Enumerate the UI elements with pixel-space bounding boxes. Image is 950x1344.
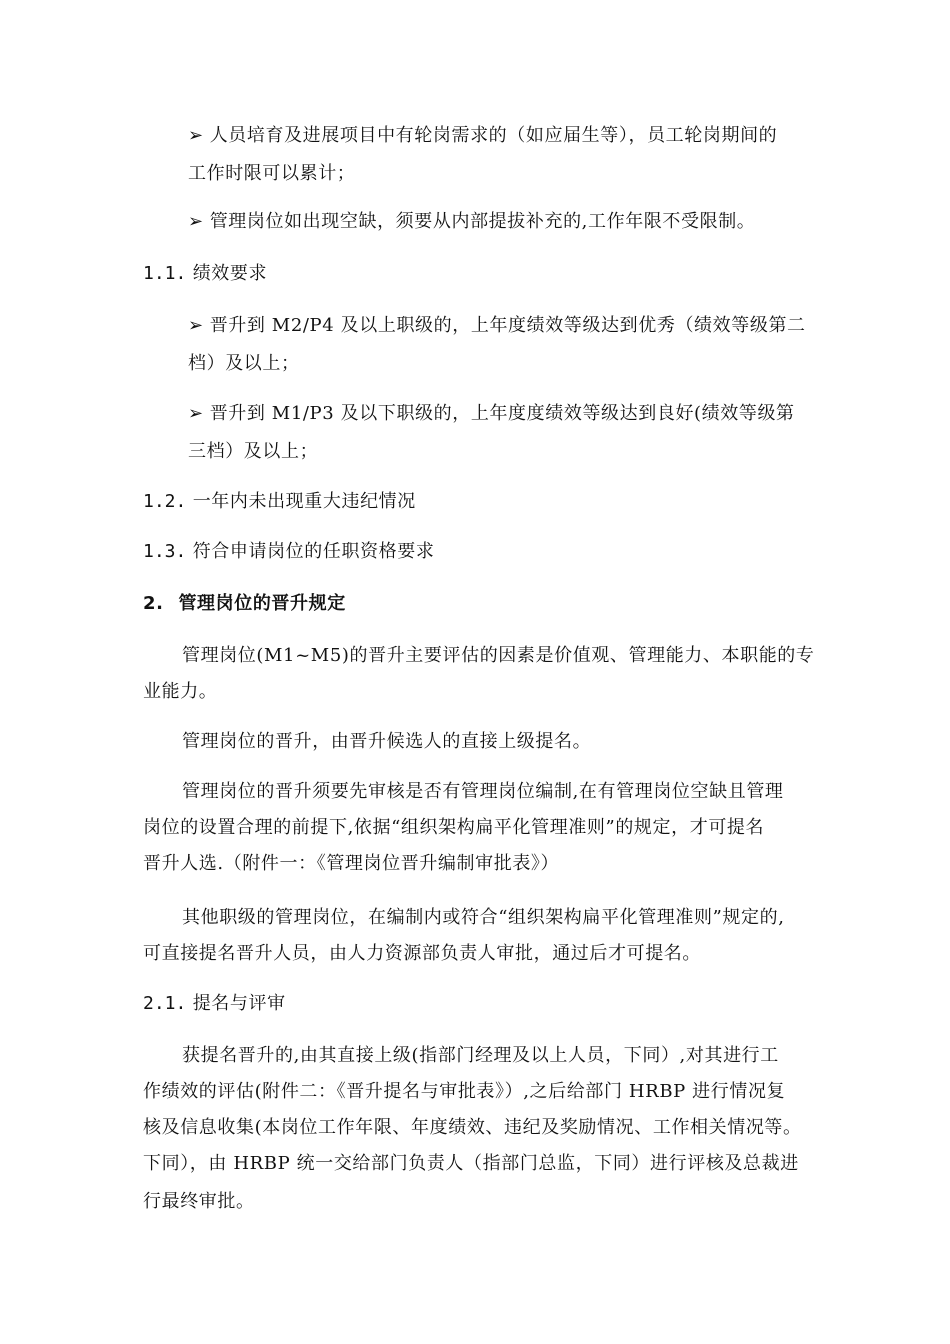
section-heading-1-3 [143, 536, 435, 568]
bullet-item [188, 120, 777, 152]
bullet-text: 管理岗位如出现空缺，须要从内部提拔补充的,工作年限不受限制。 [209, 211, 756, 232]
paragraph-line: 岗位的设置合理的前提下,依据“组织架构扁平化管理准则”的规定，才可提名 [143, 817, 765, 838]
paragraph-line: 管理岗位(M1~M5)的晋升主要评估的因素是价值观、管理能力、本职能的专 [182, 645, 815, 666]
paragraph-line: 管理岗位的晋升，由晋升候选人的直接上级提名。 [182, 731, 592, 752]
bullet-continuation: 工作时限可以累计； [188, 163, 356, 184]
section-title: 管理岗位的晋升规定 [178, 593, 346, 614]
paragraph-line: 作绩效的评估(附件二：《晋升提名与审批表》）,之后给部门 HRBP 进行情况复 [143, 1081, 786, 1102]
section-number: 1.1. [143, 263, 187, 284]
section-title: 一年内未出现重大违纪情况 [192, 491, 416, 512]
arrow-bullet-icon: ➢ [188, 403, 204, 424]
section-heading-1-1 [143, 258, 267, 290]
section-heading-2 [143, 588, 346, 620]
bullet-text: 晋升到 M2/P4 及以上职级的，上年度绩效等级达到优秀（绩效等级第二 [209, 315, 806, 336]
bullet-continuation: 三档）及以上； [188, 441, 319, 462]
arrow-bullet-icon: ➢ [188, 315, 204, 336]
section-title: 符合申请岗位的任职资格要求 [192, 541, 435, 562]
paragraph-line: 管理岗位的晋升须要先审核是否有管理岗位编制,在有管理岗位空缺且管理 [182, 781, 784, 802]
bullet-text: 人员培育及进展项目中有轮岗需求的（如应届生等），员工轮岗期间的 [209, 125, 778, 146]
bullet-text: 晋升到 M1/P3 及以下职级的，上年度度绩效等级达到良好(绩效等级第 [209, 403, 795, 424]
arrow-bullet-icon: ➢ [188, 211, 204, 232]
paragraph-line: 可直接提名晋升人员，由人力资源部负责人审批，通过后才可提名。 [143, 943, 701, 964]
section-title: 提名与评审 [192, 993, 286, 1014]
section-number: 1.2. [143, 491, 187, 512]
paragraph-line: 获提名晋升的,由其直接上级(指部门经理及以上人员，下同）,对其进行工 [182, 1045, 779, 1066]
arrow-bullet-icon: ➢ [188, 125, 204, 146]
bullet-item [188, 310, 806, 342]
paragraph-line: 其他职级的管理岗位，在编制内或符合“组织架构扁平化管理准则”规定的, [182, 907, 785, 928]
paragraph-line: 核及信息收集(本岗位工作年限、年度绩效、违纪及奖励情况、工作相关情况等。 [143, 1117, 802, 1138]
section-number: 2. [143, 593, 164, 614]
paragraph-line: 晋升人选.（附件一：《管理岗位晋升编制审批表》） [143, 853, 560, 874]
section-heading-1-2 [143, 486, 416, 518]
bullet-item [188, 206, 755, 238]
section-number: 1.3. [143, 541, 187, 562]
paragraph-line: 业能力。 [143, 681, 218, 702]
section-heading-2-1 [143, 988, 286, 1020]
section-number: 2.1. [143, 993, 187, 1014]
paragraph-line: 下同），由 HRBP 统一交给部门负责人（指部门总监，下同）进行评核及总裁进 [143, 1153, 799, 1174]
bullet-item [188, 398, 795, 430]
paragraph-line: 行最终审批。 [143, 1191, 255, 1212]
bullet-continuation: 档）及以上； [188, 353, 300, 374]
section-title: 绩效要求 [192, 263, 268, 284]
